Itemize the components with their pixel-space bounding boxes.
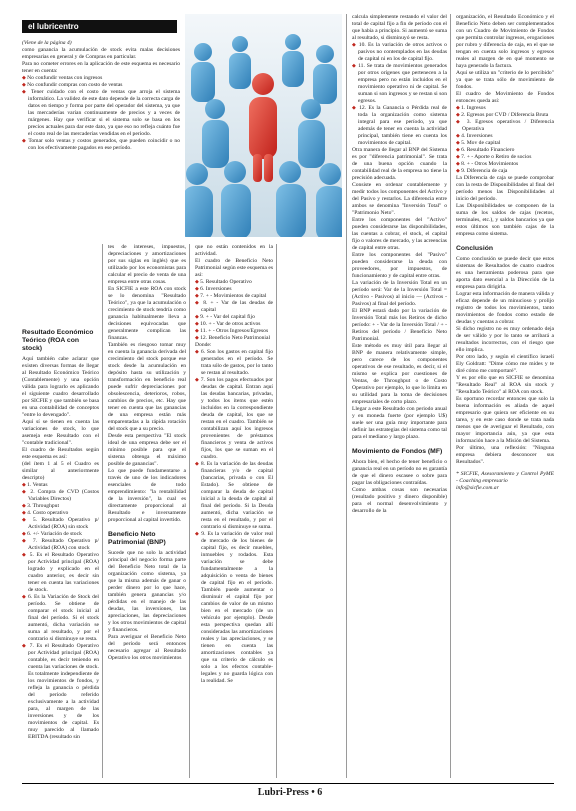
paragraph: Para averiguar el Beneficio Neto del período será entonces necesario agregar al Resultado Operativo los otros movimientos <box>108 634 186 661</box>
section-heading: Conclusión <box>456 245 494 252</box>
list-item: ◆ 3. Egresos operativos / Diferencia Operativa <box>456 119 554 132</box>
list-item: ◆ 9. Es la variación de valor real de mercado de los bienes de capital fijo, es decir muebles, inmuebles y rodados. Esta variación se debe fundamentalmente a la adquisición o venta de bienes de capital fijo en el período. También puede aumentar o disminuir el capital fijo por cambios de valor de un mismo bien en el mercado (de un vehículo por ejemplo). Desde esta perspectiva quedan allí consideradas las amortizaciones reales y las apreciaciones, y se tienen en cuenta las amortizaciones contables ya que su criterio de cálculo es solo a los efectos contable-legales y no guarda lógica con la realidad. Se <box>195 531 273 684</box>
column-5 <box>456 14 554 492</box>
list-item: ◆ 2. Compra de CVD (Costos Variables Directos) <box>22 489 99 502</box>
paragraph: Otra manera de llegar al BNP del Sistema es por "diferencia patrimonial". Se trata de una buena opción cuando la contabilidad real de la empresa no tiene la precisión adecuada. <box>352 147 447 181</box>
diamond-bullet-icon: ◆ <box>456 169 462 174</box>
diamond-bullet-icon: ◆ <box>22 90 31 95</box>
diamond-bullet-icon: ◆ <box>456 148 462 153</box>
diamond-bullet-icon: ◆ <box>352 43 359 48</box>
diamond-bullet-icon: ◆ <box>456 141 462 146</box>
paragraph: Aquí también cabe aclarar que existen diversas formas de llegar al Resultado Económico Teórico (Contablemente) y una opción válida para lograrlo es aplicando el siguiente cuadro desarrollado por SICFIE y que también se basa en una contabilidad de conceptos "entre lo devengado". <box>22 356 99 418</box>
diamond-bullet-icon: ◆ <box>22 83 28 88</box>
list-item: ◆ 10. Es la variación de otros activos o pasivos no contemplados en las deudas de capital ni en los de capital fijo. <box>352 42 447 62</box>
list-item: ◆ 11. + - Otros Ingresos/Egresos <box>195 328 269 334</box>
paragraph: La Diferencia de caja se puede comprobar con la resta de Disponibilidades al final del período menos las Disponibilidades al inicio del período. <box>456 175 554 202</box>
column-2 <box>108 244 186 662</box>
list-item: ◆ 5. Resultado Operativo <box>195 279 252 285</box>
list-item: ◆ 8. Es la variación de las deudas financieras y/o de capital (bancarias, privada o con El Estado). Se obtiene de comparar la deuda de capital inicial a la deuda de capital al final del período. Si la Deuda aumentó, dicha variación se resta en el resultado, y por el contrario si disminuye se suma. <box>195 461 273 530</box>
list-item: ◆ 1. Ventas <box>22 482 48 488</box>
list-item: ◆ 12. Beneficio Neto Patrimonial <box>195 335 271 341</box>
list-item: ◆ Tener cuidado con el costo de ventas que arroja el sistema informático. La validez de este dato depende de la correcta carga de datos en tiempo y forma por parte del operador del sistema, ya que las mercaderías varían continuamente de precios y a veces de márgenes. Hay que verificar si el sistema solo se basa en los precios actuales para dar este dato, ya que eso no refleja cuánto fue el costo real de las mercaderías vendidas en el período. <box>22 89 180 137</box>
diamond-bullet-icon: ◆ <box>22 532 28 537</box>
section-heading: Resultado Económico Teórico (ROA con stock) <box>22 329 94 352</box>
section-heading: Beneficio Neto Patrimonial (BNP) <box>108 531 166 546</box>
diamond-bullet-icon: ◆ <box>22 504 28 509</box>
diamond-bullet-icon: ◆ <box>22 518 33 523</box>
crowd-figures-image <box>185 14 342 237</box>
paragraph: Como conclusión se puede decir que estos sistemas de Resultados de cuatro cuadros es una herramienta poderosa para que aporta dato esencial a la Dirección de la empresa para dirigirla. <box>456 256 554 290</box>
page-footer: Lubri-Press • 6 <box>257 787 323 798</box>
paragraph: Consiste en ordenar contablemente y medir todos los componentes del Activo y del Pasivo y restarlos. La diferencia entre ambos se denomina "Inversión Total" o "Patrimonio Neto". <box>352 182 447 216</box>
paragraph: Para no cometer errores en la aplicación de este esquema es necesario tener en cuenta: <box>22 61 180 74</box>
list-item: ◆ 4. Inversiones <box>456 133 493 139</box>
diamond-bullet-icon: ◆ <box>22 595 28 600</box>
column-3 <box>195 244 273 685</box>
paragraph: El BNP estará dado por la variación de Inversión Total más los Retiros de dicho período: + - Var de la Inversión Total / + - Retiros del período / Beneficio Neto Patrimonial. <box>352 308 447 342</box>
figure-crowd-illustration <box>185 14 342 237</box>
author-credit: * SICFIE, Asesoramiento y Control PyME - Coaching empresario <box>456 471 554 484</box>
diamond-bullet-icon: ◆ <box>195 280 201 285</box>
paragraph: Lo que puede fundamentarse a través de uno de los indicadores esenciales de todo emprendimiento: "la rentabilidad de la inversión", la cual es directamente proporcional al Resultado e inversamente proporcional al capital invertido. <box>108 468 186 523</box>
diamond-bullet-icon: ◆ <box>195 350 201 355</box>
column-4 <box>352 14 447 515</box>
paragraph: Por último, una reflexión: "Ninguna empresa debiera desconocer sus Resultados". <box>456 445 554 465</box>
diamond-bullet-icon: ◆ <box>456 106 462 111</box>
list-item: ◆ 6. Es la Variación de Stock del período. Se obtiene de comparar el stock inicial al final del período. Si el stock aumentó, dicha variación se suma al resultado, y por el contrario si disminuye se resta. <box>22 594 99 642</box>
list-item: ◆ 12. Es la Ganancia o Pérdida real de toda la organización como sistema integral para ese período, ya que además de tener en cuenta la actividad principal, también tiene en cuenta los movimientos de capital. <box>352 105 447 146</box>
list-item: ◆ 5. Mov de capital <box>456 140 501 146</box>
column-divider <box>189 244 190 778</box>
list-item: ◆ 7. + - Aporte o Retiro de socios <box>456 154 532 160</box>
footer-rule <box>22 783 554 784</box>
paragraph: Y es por ello que en SICFIE se denomina "Resultado Real" al ROA sin stock y "Resultado Teórico" al ROA con stock. <box>456 375 554 395</box>
diamond-bullet-icon: ◆ <box>456 155 462 160</box>
paragraph: Como ambas cosas son necesarias (resultado positivo y dinero disponible) para el normal desenvolvimiento y desarrollo de la <box>352 487 447 514</box>
diamond-bullet-icon: ◆ <box>352 106 360 111</box>
list-item: ◆ 9. Diferencia de caja <box>456 168 508 174</box>
continued-from: (Viene de la página 4) <box>22 40 72 46</box>
paragraph: Desde esta perspectiva "El stock ideal de una empresa debe ser el mínimo posible para que el sistema obtenga el máximo posible de ganancias". <box>108 433 186 467</box>
column-divider <box>450 14 451 778</box>
paragraph: Sucede que no solo la actividad principal del negocio forma parte del Beneficio Neto total de la organización como sistema, ya que la misma además de ganar o perder dinero por lo que hace, también genera ganancias y/o pérdidas en el manejo de las deudas, las inversiones, las apreciaciones, las depreciaciones y los otros movimientos de capital y financieros. <box>108 550 186 633</box>
list-item: ◆ 6. +/- Variación de stock <box>22 531 82 537</box>
author-email: info@sicfie.com.ar <box>456 485 499 491</box>
column-1b <box>22 322 99 741</box>
column-divider <box>346 14 347 778</box>
list-item: ◆ 5. Resultado Operativo p/ Actividad (ROA) sin stock <box>22 517 99 530</box>
list-item: ◆ 7. Resultado Operativo p/ Actividad (ROA) con stock <box>22 538 99 551</box>
paragraph: organización, el Resultado Económico y el Beneficio Neto deben ser complementados con un Cuadro de Movimiento de Fondos que permita controlar ingresos, erogaciones por rubro y diferencia de caja, en el que se tengan en cuenta solo ingresos y egresos reales al margen de en qué momento se haya generado la factura. <box>456 14 554 69</box>
diamond-bullet-icon: ◆ <box>195 315 201 320</box>
diamond-bullet-icon: ◆ <box>456 113 462 118</box>
diamond-bullet-icon: ◆ <box>22 511 28 516</box>
paragraph: El cuadro de Movimiento de Fondos entonces queda así: <box>456 91 554 104</box>
list-item: ◆ 3. Throughput <box>22 503 60 509</box>
paragraph: calcula simplemente restando el valor del total de capital fijo a fin de período con el que había a principio. Si aumentó se suma al resultado, si disminuyó se resta. <box>352 14 447 41</box>
paragraph: Este método es muy útil para llegar al BNP de manera relativamente simple, pero carece de los componentes operativos de ese resultado, es decir, si el mismo se explica por cuestiones de Ventas, de Throughput o de Costo Operativo por ejemplo, lo que lo limita en su utilidad para la toma de decisiones empresariales de corto plazo. <box>352 343 447 405</box>
list-item: ◆ 6. Son los gastos en capital fijo generados en el período. Se trata sólo de gastos, por lo tanto se restan al resultado. <box>195 349 273 376</box>
column-divider <box>276 244 277 778</box>
section-title: el lubricentro <box>28 22 79 31</box>
diamond-bullet-icon: ◆ <box>22 644 30 649</box>
paragraph: Lograr esta información de manera válida y eficaz depende de un minucioso y prolijo registro de todos los movimientos, tanto movimientos de fondos como estado de deudas y cuentas a cobrar. <box>456 291 554 325</box>
paragraph: Entre los componentes del "Activo" pueden considerarse las disponibilidades, las cuentas a cobrar, el stock, el capital fijo o valores de mercado, y las acreencias de capital entre otras. <box>352 217 447 251</box>
diamond-bullet-icon: ◆ <box>195 336 201 341</box>
diamond-bullet-icon: ◆ <box>456 134 462 139</box>
paragraph: (del ítem 1 al 5 el Cuadro es similar al anteriormente descripto) <box>22 461 99 481</box>
diamond-bullet-icon: ◆ <box>195 532 202 537</box>
diamond-bullet-icon: ◆ <box>22 553 30 558</box>
paragraph: Aquí se utiliza un "criterio de lo percibido" ya que se trata sólo de movimiento de fondos. <box>456 70 554 90</box>
diamond-bullet-icon: ◆ <box>195 322 201 327</box>
paragraph: Llegar a este Resultado con periodo anual y en moneda fuerte (por ejemplo U$) suele ser una guía muy importante para definir las estrategias del sistema como tal para el mediano y largo plazo. <box>352 406 447 440</box>
list-item: ◆ 8. + - Otros Movimientos <box>456 161 519 167</box>
paragraph: En SICFIE a este ROA con stock se lo denomina "Resultado Teórico", ya que la acumulación o crecimiento de stock tendría como ganancia habitualmente lleva a decisiones equivocadas que generalmente complican las finanzas. <box>108 286 186 341</box>
list-item: ◆ 5. Es el Resultado Operativo por Actividad principal (ROA) logrado y explicado en el cuadro anterior, es decir sin tener en cuenta las variaciones de stock. <box>22 552 99 593</box>
list-item: ◆ 10. + - Var de otros activos <box>195 321 261 327</box>
list-item: ◆ 11. Se trata de movimientos generados por otros orígenes que pertenecen a la empresa pero no están incluidos en el movimiento operativo ni de capital. Se suman si son ingresos y se restan si son egresos. <box>352 63 447 104</box>
list-item: ◆ 6. Resultado Financiero <box>456 147 515 153</box>
list-item: ◆ Tomar solo ventas y costos generados, que pueden coincidir o no con los efectivamente pagados en ese período. <box>22 138 180 151</box>
diamond-bullet-icon: ◆ <box>22 139 29 144</box>
list-item: ◆ 9. + - Var del capital fijo <box>195 314 255 320</box>
diamond-bullet-icon: ◆ <box>195 462 201 467</box>
list-item: ◆ 2. Egresos por CVD / Diferencia Bruta <box>456 112 549 118</box>
paragraph: Las Disponibilidades se componen de la suma de los saldos de cajas (recetos, terminales, etc.), y saldos bancarios ya que estos últimos son también cajas de la empresa como sistema. <box>456 203 554 237</box>
paragraph: Ahora bien, el hecho de tener beneficio o ganancia real en un período no es garantía de que el dinero escasee o sobre para pagar las obligaciones contraídas. <box>352 459 447 486</box>
paragraph: El cuadro de Resultados según este esquema es así: <box>22 447 99 460</box>
diamond-bullet-icon: ◆ <box>456 162 462 167</box>
list-item: ◆ 6. Inversiones <box>195 286 232 292</box>
diamond-bullet-icon: ◆ <box>22 490 31 495</box>
paragraph: tes de intereses, impuestos, depreciaciones y amortizaciones por sus siglas en inglés) que es utilizado por los economistas para calcular el precio de venta de una empresa entre otras cosas. <box>108 244 186 285</box>
section-header <box>22 20 177 33</box>
list-item: ◆ No confundir ventas con ingresos <box>22 75 103 81</box>
paragraph: También es riesgoso tomar muy en cuenta la ganancia derivada del crecimiento del stock porque ese stock desde la acumulación en depósito hasta su utilización y transformación en beneficio real puede sufrir depreciaciones por obsolescencia, deterioros, robos, cambios de precios, etc. Hay que tener en cuenta que las ganancias de una empresa están más emparentadas a la rápida rotación del stock que a su precio. <box>108 342 186 432</box>
paragraph: Si dicho registro no es muy ordenado deja de ser válido y por lo tanto se arribará a resultados incorrectos, con el riesgo que ello implica. <box>456 326 554 353</box>
diamond-bullet-icon: ◆ <box>22 76 28 81</box>
list-item: ◆ No confundir compras con costo de ventas <box>22 82 123 88</box>
diamond-bullet-icon: ◆ <box>456 120 467 125</box>
paragraph: La variación de la Inversión Total en un período será: Var de la Inversión Total = (Activo - Pasivos) al inicio — (Activos - Pasivos) al final del período. <box>352 280 447 307</box>
diamond-bullet-icon: ◆ <box>22 483 28 488</box>
paragraph: Por otro lado, y según el científico israelí Ely Goldratt: "Dime cómo me mides y te diré cómo me comportaré". <box>456 354 554 374</box>
diamond-bullet-icon: ◆ <box>352 64 359 69</box>
paragraph: que no están contenidos en la actividad. <box>195 244 273 257</box>
diamond-bullet-icon: ◆ <box>195 378 201 383</box>
paragraph: Entre los componentes del "Pasivo" pueden considerarse la deuda con proveedores, por impuestos, de funcionamiento y de capital entre otras. <box>352 252 447 279</box>
list-item: ◆ 7. Son los pagos efectuados por deudas de capital. Entran aquí las deudas bancarias, privadas, y todos los ítems que estén incluidos en la correspondiente deuda de capital, los que se restan en el cuadro. También se contabilizan aquí los ingresos provenientes de préstamos financieros y venta de activos fijos, los que se suman en el cuadro. <box>195 377 273 460</box>
list-item: ◆ 8. + - Var de las deudas de capital <box>195 300 273 313</box>
paragraph: Aquí sí se tienen en cuenta las variaciones de stock, lo que asemeja este Resultado con el "contable tradicional". <box>22 419 99 446</box>
list-item: ◆ 7. Es el Resultado Operativo por Actividad principal (ROA) contable, es decir teniendo en cuenta las variaciones de stock. Es totalmente independiente de los movimientos de fondos, y refleja la ganancia o pérdida del período referido exclusivamente a la actividad para, al margen de las inversiones y de los movimientos de capital. Es muy parecido al llamado EBITDA (resultado sin <box>22 643 99 740</box>
paragraph: Es oportuno recordar entonces que solo la buena información es aliada de aquel empresario que quiera ser eficiente en su tarea, y en este caso donde se trata nada menos que de averiguar el Resultado, con mayor importancia aún, ya que esta información hace a la Misión del Sistema. <box>456 396 554 444</box>
diamond-bullet-icon: ◆ <box>195 294 201 299</box>
column-1 <box>22 40 180 152</box>
diamond-bullet-icon: ◆ <box>195 329 201 334</box>
list-item: ◆ 7. + - Movimientos de capital <box>195 293 267 299</box>
list-item: ◆ 4. Costo operativo <box>22 510 69 516</box>
column-divider <box>102 244 103 778</box>
diamond-bullet-icon: ◆ <box>22 539 33 544</box>
diamond-bullet-icon: ◆ <box>195 301 204 306</box>
paragraph: como ganancia la acumulación de stock evita malas decisiones empresarias en general y de Compras en particular. <box>22 47 180 60</box>
paragraph: El cuadro de Beneficio Neto Patrimonial según este esquema es así: <box>195 258 273 278</box>
list-item: ◆ 1. Ingresos <box>456 105 486 111</box>
section-heading: Movimiento de Fondos (MF) <box>352 448 443 455</box>
diamond-bullet-icon: ◆ <box>195 287 201 292</box>
paragraph: Donde: <box>195 342 212 348</box>
